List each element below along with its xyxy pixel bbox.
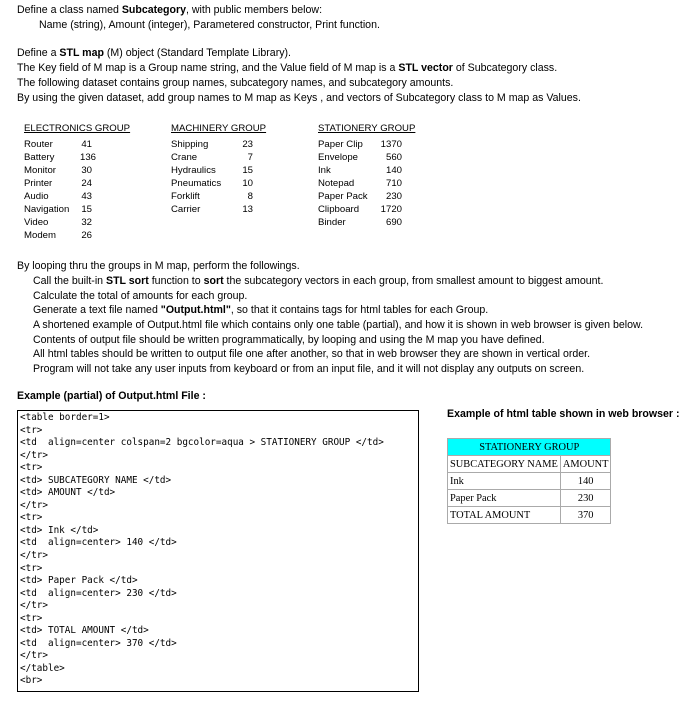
subcategory-name: Battery (24, 152, 55, 163)
map-desc-line-2: The Key field of M map is a Group name string, and the Value field of M map is a STL vector of Subcategory class. (17, 62, 558, 74)
machinery-group (171, 122, 266, 216)
subcategory-name: Forklift (171, 191, 200, 202)
web-table-total-value: 370 (560, 507, 611, 524)
subcategory-amount: 23 (242, 139, 253, 150)
group-row (318, 203, 415, 216)
web-table-row-amount: 230 (560, 490, 611, 507)
web-table-row-name: Paper Pack (448, 490, 561, 507)
code-line: <tr> (20, 512, 43, 524)
loop-line-4: A shortened example of Output.html file which contains only one table (partial), and how it is shown in web browser is given below. (33, 319, 644, 331)
subcategory-amount: 15 (242, 165, 253, 176)
subcategory-amount: 1720 (380, 204, 402, 215)
subcategory-amount: 710 (385, 178, 402, 189)
example-file-heading: Example (partial) of Output.html File : (17, 390, 206, 402)
group-row (24, 216, 130, 229)
subcategory-name: Paper Clip (318, 139, 363, 150)
map-desc-line-1: Define a STL map (M) object (Standard Template Library). (17, 47, 291, 59)
subcategory-amount: 8 (247, 191, 253, 202)
code-line: </table> (20, 662, 65, 674)
loop-line-2: Calculate the total of amounts for each group. (33, 290, 248, 302)
electronics-group (24, 122, 130, 242)
subcategory-name: Navigation (24, 204, 70, 215)
code-line: <td align=center> 230 </td> (20, 587, 177, 599)
code-line: <td align=center> 370 </td> (20, 637, 177, 649)
subcategory-amount: 43 (81, 191, 92, 202)
code-line: </tr> (20, 600, 48, 612)
subcategory-amount: 136 (80, 152, 97, 163)
group-row (318, 190, 415, 203)
subcategory-amount: 140 (385, 165, 402, 176)
group-row (24, 177, 130, 190)
subcategory-name: Crane (171, 152, 198, 163)
subcategory-name: Shipping (171, 139, 209, 150)
group-row (171, 190, 266, 203)
subcategory-amount: 32 (81, 217, 92, 228)
group-heading: ELECTRONICS GROUP (24, 123, 131, 134)
loop-line-6: All html tables should be written to output file one after another, so that in web browser they are shown in vertical order. (33, 348, 591, 360)
code-line: <td> Ink </td> (20, 524, 99, 536)
code-line: <tr> (20, 462, 43, 474)
subcategory-amount: 15 (81, 204, 92, 215)
subcategory-amount: 13 (242, 204, 253, 215)
web-table-row-name: Ink (448, 473, 561, 490)
loop-line-1: Call the built-in STL sort function to sort the subcategory vectors in each group, from smallest amount to biggest amount. (33, 275, 604, 287)
web-table-example (447, 438, 611, 524)
group-row (24, 203, 130, 216)
subcategory-name: Paper Pack (318, 191, 368, 202)
subcategory-name: Audio (24, 191, 49, 202)
code-line: <td> Paper Pack </td> (20, 575, 138, 587)
group-row (24, 164, 130, 177)
group-row (171, 138, 266, 151)
intro-line-1: Define a class named Subcategory, with public members below: (17, 4, 323, 16)
web-table-header-amount: AMOUNT (560, 456, 611, 473)
subcategory-amount: 560 (385, 152, 402, 163)
group-row (171, 151, 266, 164)
subcategory-amount: 7 (247, 152, 253, 163)
subcategory-name: Ink (318, 165, 331, 176)
group-row (318, 177, 415, 190)
group-row (24, 138, 130, 151)
code-line: </tr> (20, 650, 48, 662)
intro-line-2: Name (string), Amount (integer), Parametered constructor, Print function. (39, 19, 380, 31)
group-row (171, 203, 266, 216)
code-line: <td> SUBCATEGORY NAME </td> (20, 474, 172, 486)
code-line: </tr> (20, 499, 48, 511)
group-row (318, 216, 415, 229)
code-line: <tr> (20, 612, 43, 624)
code-line: <td> AMOUNT </td> (20, 487, 116, 499)
group-row (24, 151, 130, 164)
code-line: <tr> (20, 562, 43, 574)
subcategory-amount: 1370 (380, 139, 402, 150)
subcategory-name: Notepad (318, 178, 355, 189)
code-line: <td> TOTAL AMOUNT </td> (20, 625, 149, 637)
subcategory-name: Router (24, 139, 53, 150)
code-line: <td align=center colspan=2 bgcolor=aqua > STATIONERY GROUP </td> (20, 437, 384, 449)
subcategory-amount: 30 (81, 165, 92, 176)
web-table-total-label: TOTAL AMOUNT (448, 507, 561, 524)
web-table-title: STATIONERY GROUP (448, 439, 611, 456)
code-line: <br> (20, 675, 43, 687)
loop-line-3: Generate a text file named "Output.html", so that it contains tags for html tables for each Group. (33, 304, 489, 316)
code-line: </tr> (20, 449, 48, 461)
subcategory-name: Carrier (171, 204, 201, 215)
group-row (171, 177, 266, 190)
web-table-row-amount: 140 (560, 473, 611, 490)
loop-line-5: Contents of output file should be written programmatically, by looping and using the M map you have defined. (33, 334, 545, 346)
subcategory-name: Clipboard (318, 204, 360, 215)
subcategory-name: Pneumatics (171, 178, 222, 189)
group-heading: MACHINERY GROUP (171, 123, 267, 134)
subcategory-amount: 10 (242, 178, 253, 189)
code-line: </tr> (20, 550, 48, 562)
output-html-code-box (17, 410, 419, 692)
group-row (24, 190, 130, 203)
subcategory-amount: 26 (81, 230, 92, 241)
stationery-group (318, 122, 415, 229)
group-row (24, 229, 130, 242)
group-row (318, 151, 415, 164)
code-line: <td align=center> 140 </td> (20, 537, 177, 549)
loop-line-7: Program will not take any user inputs from keyboard or from an input file, and it will not display any outputs on screen. (33, 363, 585, 375)
subcategory-name: Binder (318, 217, 346, 228)
loop-line-0: By looping thru the groups in M map, perform the followings. (17, 260, 300, 272)
map-desc-line-3: The following dataset contains group names, subcategory names, and subcategory amounts. (17, 77, 454, 89)
group-row (318, 164, 415, 177)
subcategory-name: Printer (24, 178, 53, 189)
group-heading: STATIONERY GROUP (318, 123, 416, 134)
code-line: <tr> (20, 424, 43, 436)
subcategory-amount: 690 (385, 217, 402, 228)
subcategory-name: Modem (24, 230, 56, 241)
subcategory-amount: 24 (81, 178, 92, 189)
map-desc-line-4: By using the given dataset, add group names to M map as Keys , and vectors of Subcategory class to M map as Values. (17, 92, 581, 104)
group-row (318, 138, 415, 151)
subcategory-amount: 41 (81, 139, 92, 150)
subcategory-name: Envelope (318, 152, 359, 163)
browser-example-heading: Example of html table shown in web browser : (447, 408, 680, 420)
subcategory-amount: 230 (385, 191, 402, 202)
group-row (171, 164, 266, 177)
subcategory-name: Video (24, 217, 49, 228)
code-line: <table border=1> (20, 412, 110, 423)
subcategory-name: Monitor (24, 165, 56, 176)
web-table-header-name: SUBCATEGORY NAME (448, 456, 561, 473)
subcategory-name: Hydraulics (171, 165, 216, 176)
